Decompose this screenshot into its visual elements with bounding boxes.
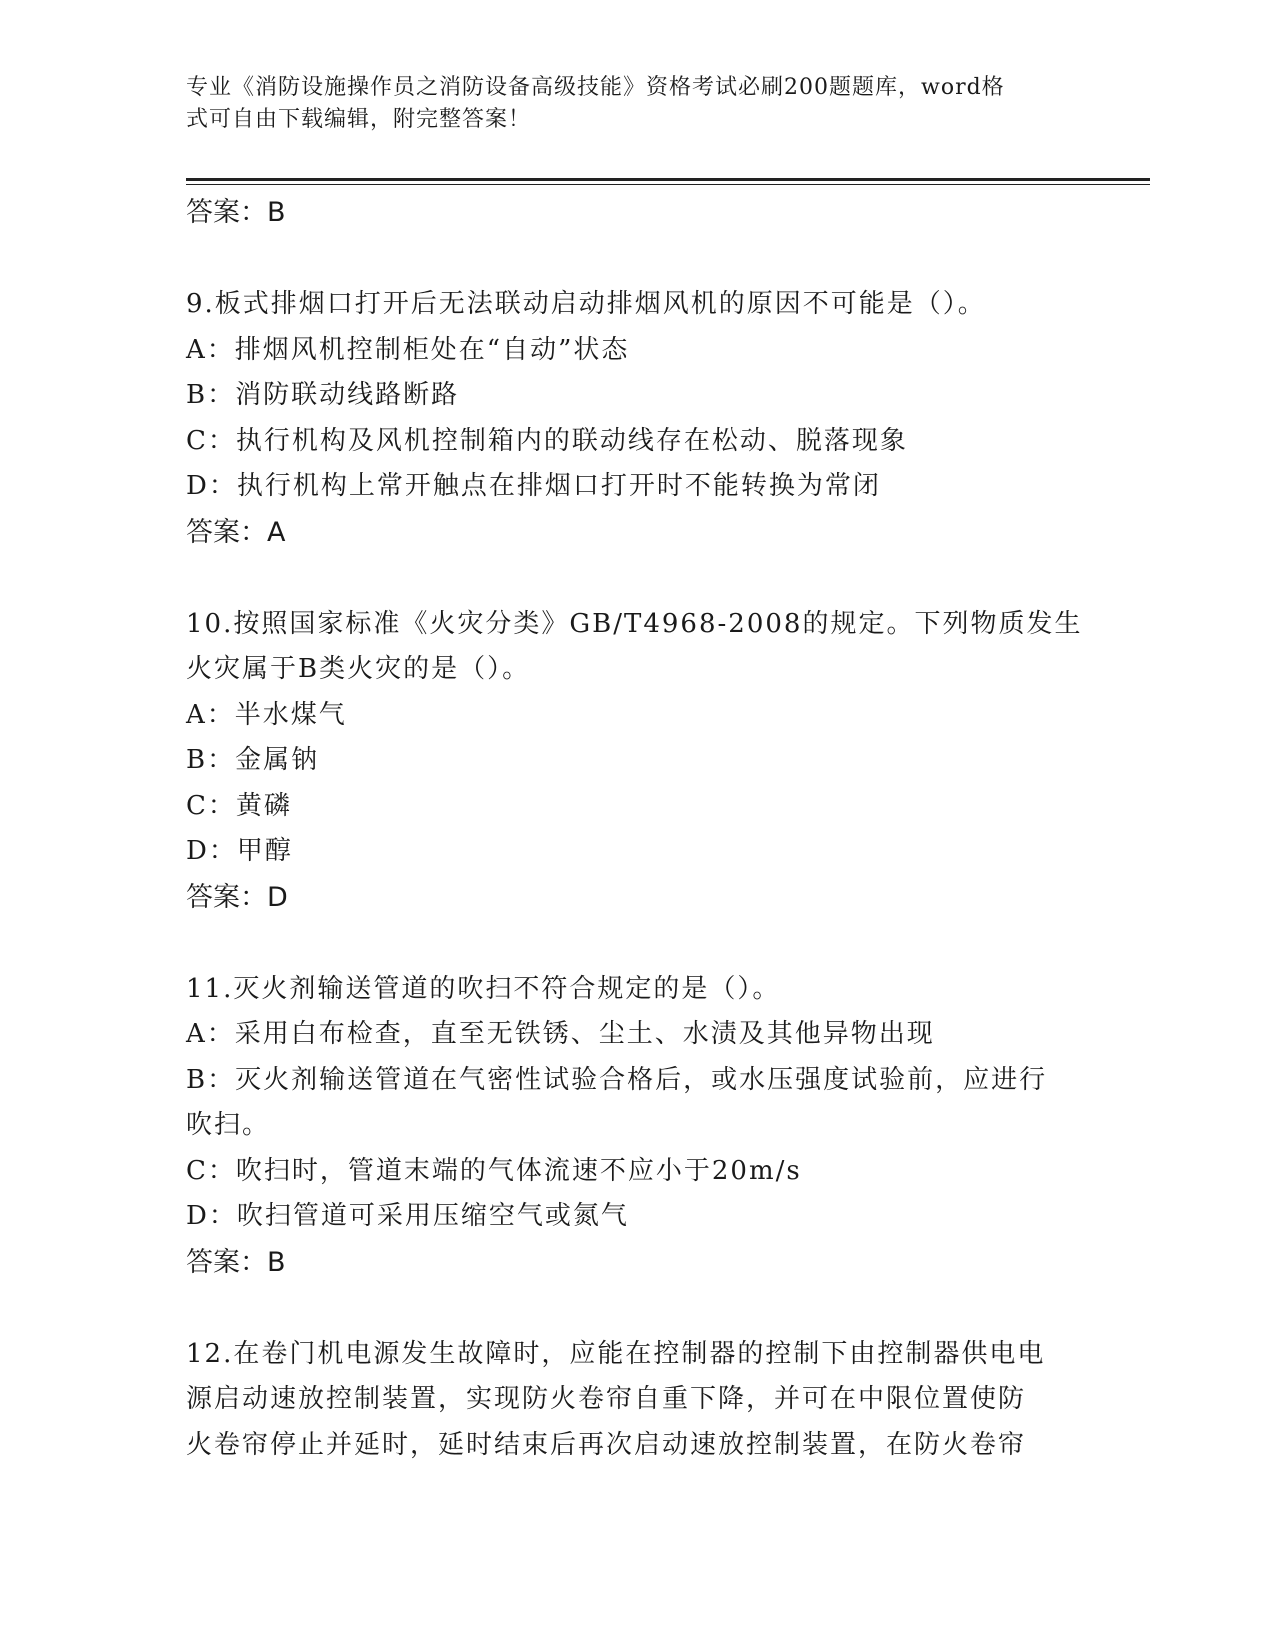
option-b: B：消防联动线路断路: [186, 380, 460, 410]
question-10: [186, 602, 1086, 921]
question-stem: 9.板式排烟口打开后无法联动启动排烟风机的原因不可能是（）。: [186, 289, 986, 319]
option-d: D：执行机构上常开触点在排烟口打开时不能转换为常闭: [186, 471, 881, 501]
answer: 答案：A: [186, 516, 286, 548]
spacer: [186, 236, 1086, 282]
question-stem-cont: 火灾属于B类火灾的是（）。: [186, 654, 531, 684]
question-11: [186, 967, 1086, 1286]
option-d: D：甲醇: [186, 836, 293, 866]
question-12: [186, 1332, 1086, 1469]
header-divider-thin: [186, 184, 1150, 185]
answer: 答案：D: [186, 881, 288, 913]
spacer: [186, 556, 1086, 602]
option-c: C：执行机构及风机控制箱内的联动线存在松动、脱落现象: [186, 425, 908, 456]
answer: 答案：B: [186, 1246, 286, 1278]
header-line-1: 专业《消防设施操作员之消防设备高级技能》资格考试必刷200题题库，word格: [186, 75, 1005, 100]
question-9: [186, 282, 1086, 556]
option-b: B：灭火剂输送管道在气密性试验合格后，或水压强度试验前，应进行: [186, 1064, 1048, 1095]
question-stem: 11.灭火剂输送管道的吹扫不符合规定的是（）。: [186, 973, 781, 1004]
option-a: A：排烟风机控制柜处在“自动”状态: [186, 334, 630, 365]
document-header: [186, 72, 1066, 136]
option-d: D：吹扫管道可采用压缩空气或氮气: [186, 1201, 629, 1231]
question-stem: 12.在卷门机电源发生故障时，应能在控制器的控制下由控制器供电电: [186, 1338, 1046, 1369]
spacer: [186, 1286, 1086, 1332]
option-b-cont: 吹扫。: [186, 1110, 271, 1140]
header-line-2: 式可自由下载编辑，附完整答案！: [186, 107, 532, 132]
option-a: A：半水煤气: [186, 699, 347, 730]
question-stem-cont: 火卷帘停止并延时，延时结束后再次启动速放控制装置，在防火卷帘: [186, 1429, 1027, 1460]
option-c: C：黄磷: [186, 790, 292, 821]
question-stem-cont: 源启动速放控制装置，实现防火卷帘自重下降，并可在中限位置使防: [186, 1384, 1027, 1414]
question-list: [186, 190, 1086, 1468]
option-a: A：采用白布检查，直至无铁锈、尘土、水渍及其他异物出现: [186, 1019, 935, 1049]
previous-answer: 答案：B: [186, 197, 286, 228]
option-c: C：吹扫时，管道末端的气体流速不应小于20m/s: [186, 1155, 802, 1186]
header-divider-thick: [186, 178, 1150, 181]
spacer: [186, 921, 1086, 967]
question-stem: 10.按照国家标准《火灾分类》GB/T4968-2008的规定。下列物质发生: [186, 608, 1083, 639]
option-b: B：金属钠: [186, 745, 320, 775]
